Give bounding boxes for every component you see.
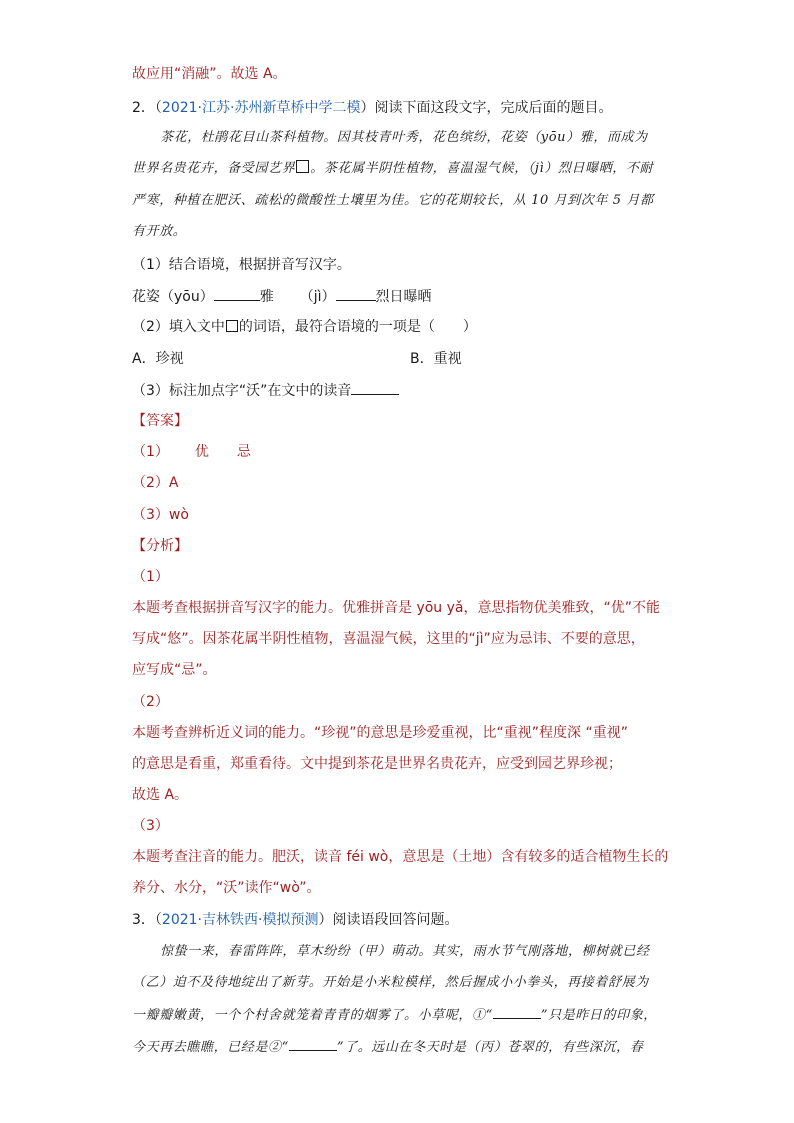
- subquestion-1-title: （1）结合语境，根据拼音写汉字。: [132, 257, 351, 273]
- answer-3: （3）wò: [132, 507, 189, 523]
- q3-passage-line-2: （乙）迫不及待地绽出了新芽。开始是小米粒模样，然后握成小小拳头，再接着舒展为: [132, 975, 649, 990]
- prev-conclusion: 故应用“消融”。故选 A。: [132, 66, 287, 82]
- sub1-a-suffix: 雅: [259, 289, 274, 305]
- sub2-prefix: （2）填入文中: [132, 319, 225, 335]
- answer-blank: [214, 286, 260, 301]
- answer-1-value-1: 优: [194, 444, 209, 460]
- answer-header: 【答案】: [132, 413, 188, 429]
- q3-passage-line-4: [132, 1036, 643, 1058]
- analysis-3-label: （3）: [132, 818, 169, 834]
- subquestion-1-items: [132, 286, 432, 307]
- analysis-1-line-3: 应写成“忌”。: [132, 662, 217, 678]
- blank-box: [296, 160, 309, 173]
- passage-line-4: 有开放。: [132, 224, 187, 239]
- question-number: 2．（: [132, 100, 162, 116]
- analysis-1-line-2: 写成“悠”。因茶花属半阴性植物，喜温湿气候，这里的“jì”应为忌讳、不要的意思，: [132, 631, 645, 647]
- sub1-a-prefix: 花姿（yōu）: [132, 289, 214, 305]
- sub1-b-prefix: （jì）: [299, 289, 336, 305]
- answer-2: （2）A: [132, 475, 179, 491]
- question-close-paren: ）: [360, 100, 375, 116]
- answer-blank: [336, 286, 376, 301]
- question-prompt: 阅读语段回答问题。: [332, 912, 459, 928]
- passage-text: 今天再去瞧瞧，已经是②“: [132, 1040, 289, 1055]
- analysis-2-line-2: 的意思是看重，郑重看待。文中提到茶花是世界名贵花卉，应受到园艺界珍视；: [132, 756, 622, 772]
- analysis-1-label: （1）: [132, 569, 169, 585]
- answer-1: [132, 442, 251, 462]
- question-3-header: [132, 910, 458, 930]
- passage-line-1: 茶花，杜鹃花目山茶科植物。因其枝青叶秀，花色缤纷，花姿（yōu）雅，而成为: [160, 130, 648, 145]
- passage-line-2: [132, 159, 653, 179]
- option-b: B．重视: [410, 351, 462, 367]
- passage-text: 一瓣瓣嫩黄，一个个村舍就笼着青青的烟雾了。小草呢，①“: [132, 1008, 493, 1023]
- analysis-1-line-1: 本题考查根据拼音写汉字的能力。优雅拼音是 yōu yǎ，意思指物优美雅致，“优”不能: [132, 600, 660, 616]
- option-a: A．珍视: [132, 351, 184, 367]
- q3-passage-line-1: 惊蛰一来，春雷阵阵，草木纷纷（甲）萌动。其实，雨水节气刚落地，柳树就已经: [160, 944, 650, 959]
- subquestion-3: [132, 380, 399, 401]
- question-source: 2021·吉林铁西·模拟预测: [161, 912, 319, 928]
- passage-text: ”只是昨日的印象，: [540, 1008, 657, 1023]
- question-prompt: 阅读下面这段文字，完成后面的题目。: [374, 100, 613, 116]
- analysis-header: 【分析】: [132, 538, 188, 554]
- sub3-prefix: （3）标注加点字“沃”在文中的读音: [132, 383, 352, 399]
- answer-blank: [493, 1004, 541, 1019]
- question-number: 3．（: [132, 912, 162, 928]
- analysis-3-line-2: 养分、水分，“沃”读作“wò”。: [132, 880, 321, 896]
- answer-1-label: （1）: [132, 444, 169, 460]
- passage-text: 。茶花属半阴性植物，喜温湿气候，（jì）烈日曝晒，不耐: [310, 161, 654, 176]
- analysis-2-line-1: 本题考查辨析近义词的能力。“珍视”的意思是珍爱重视，比“重视”程度深 “重视”: [132, 725, 628, 741]
- question-source: 2021·江苏·苏州新草桥中学二模: [161, 100, 361, 116]
- passage-line-3: 严寒，种植在肥沃、疏松的微酸性土壤里为佳。它的花期较长，从 10 月到次年 5 月都: [132, 193, 654, 208]
- analysis-3-line-1: 本题考查注音的能力。肥沃，读音 féi wò，意思是（土地）含有较多的适合植物生长的: [132, 849, 669, 865]
- analysis-2-line-3: 故选 A。: [132, 787, 189, 803]
- passage-text: ”了。远山在冬天时是（丙）苍翠的，有些深沉，春: [336, 1040, 644, 1055]
- subquestion-2: [132, 317, 477, 337]
- answer-1-value-2: 忌: [236, 444, 251, 460]
- sub2-suffix: 的词语，最符合语境的一项是（ ）: [238, 319, 477, 335]
- sub1-b-suffix: 烈日曝晒: [375, 289, 432, 305]
- question-2-header: [132, 98, 612, 118]
- answer-blank: [351, 380, 399, 395]
- q3-passage-line-3: [132, 1004, 657, 1026]
- answer-blank: [289, 1036, 337, 1051]
- passage-text: 世界名贵花卉，备受园艺界: [132, 161, 296, 176]
- question-close-paren: ）: [318, 912, 333, 928]
- blank-box: [226, 320, 238, 332]
- analysis-2-label: （2）: [132, 694, 169, 710]
